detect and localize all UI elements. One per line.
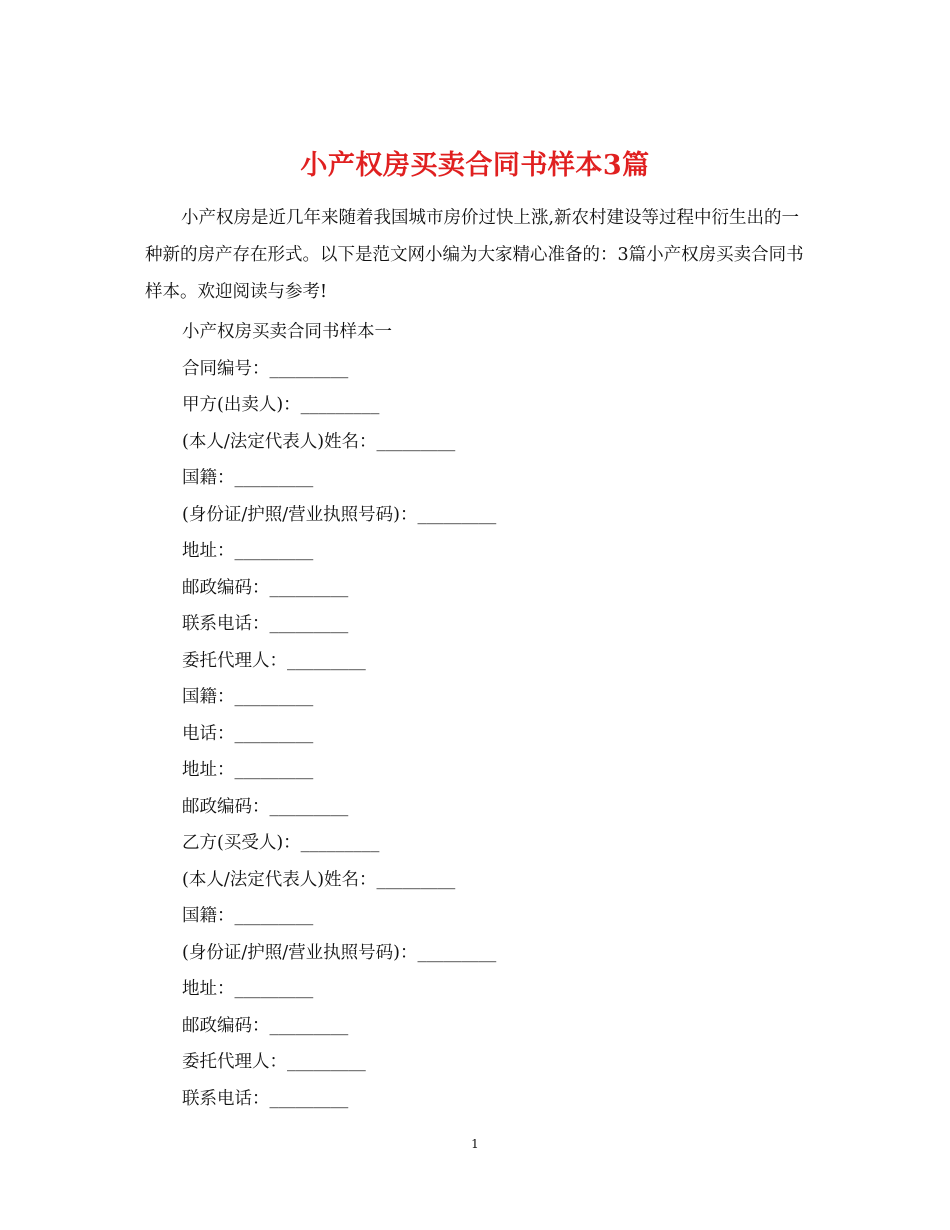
party-b-name-line: (本人/法定代表人)姓名：_________	[182, 869, 456, 890]
party-a-phone-line: 联系电话：_________	[182, 614, 349, 634]
party-a-agent-phone-line: 电话：_________	[182, 723, 314, 744]
page-number: 1	[471, 1137, 479, 1151]
party-a-agent-postcode-line: 邮政编码：_________	[182, 796, 349, 817]
party-b-line: 乙方(买受人)：_________	[182, 833, 380, 853]
document-title: 小产权房买卖合同书样本3篇	[300, 150, 650, 182]
party-b-postcode-line: 邮政编码：_________	[182, 1015, 349, 1036]
contract-number-line: 合同编号：_________	[182, 358, 349, 379]
party-a-id-line: (身份证/护照/营业执照号码)：_________	[182, 504, 497, 525]
party-b-nationality-line: 国籍：_________	[182, 906, 314, 926]
intro-paragraph: 小产权房是近几年来随着我国城市房价过快上涨,新农村建设等过程中衍生出的一种新的房产存在形式。以下是范文网小编为大家精心准备的：3篇小产权房买卖合同书样本。欢迎阅读与参考!	[145, 208, 804, 302]
party-a-agent-line: 委托代理人：_________	[182, 650, 366, 671]
party-a-line: 甲方(出卖人)：_________	[182, 395, 380, 415]
party-a-agent-address-line: 地址：_________	[182, 760, 314, 780]
party-b-agent-line: 委托代理人：_________	[182, 1052, 366, 1072]
party-b-phone-line: 联系电话：_________	[182, 1088, 349, 1109]
party-a-postcode-line: 邮政编码：_________	[182, 577, 349, 598]
section-heading: 小产权房买卖合同书样本一	[182, 322, 392, 342]
party-a-name-line: (本人/法定代表人)姓名：_________	[182, 431, 456, 452]
party-b-address-line: 地址：_________	[182, 979, 314, 999]
party-a-address-line: 地址：_________	[182, 541, 314, 561]
party-a-agent-nationality-line: 国籍：_________	[182, 687, 314, 707]
party-b-id-line: (身份证/护照/营业执照号码)：_________	[182, 942, 497, 963]
contract-field-list	[182, 314, 496, 1117]
party-a-nationality-line: 国籍：_________	[182, 468, 314, 488]
